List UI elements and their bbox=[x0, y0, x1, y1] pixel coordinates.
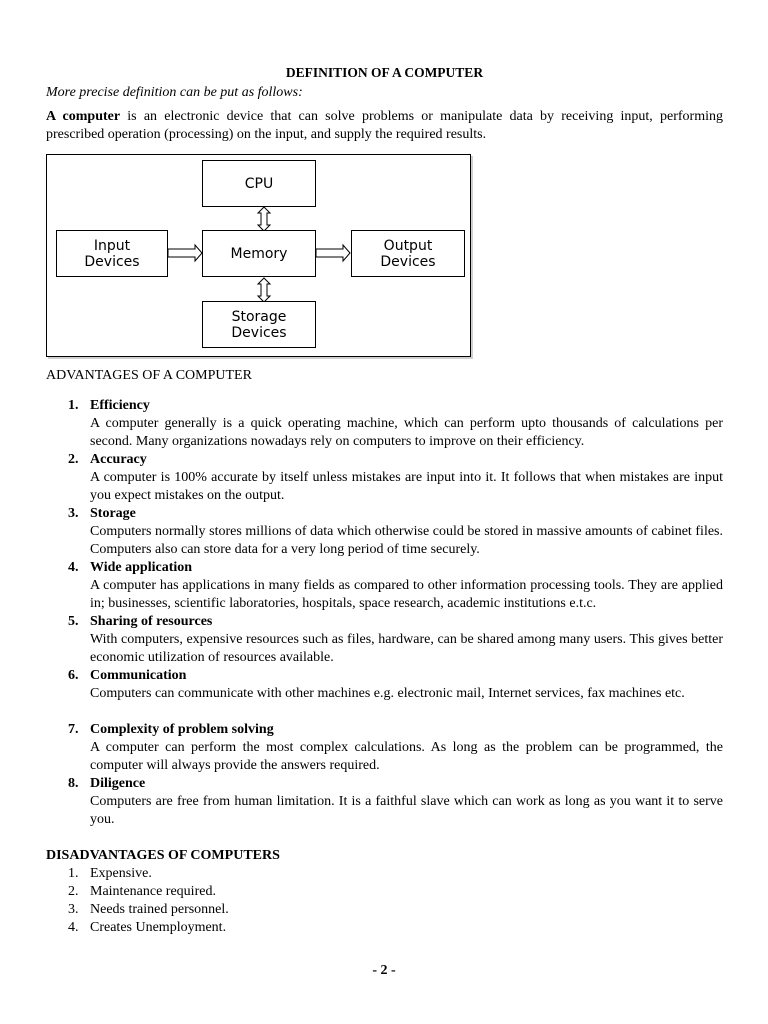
definition-paragraph bbox=[46, 108, 723, 144]
advantages-heading: ADVANTAGES OF A COMPUTER bbox=[46, 368, 252, 383]
document-title: DEFINITION OF A COMPUTER bbox=[285, 65, 484, 80]
list-item: 4. Creates Unemployment. bbox=[68, 920, 227, 935]
list-item: 4. Wide application A computer has applications in many fields as compared to other information processing tools. They are applied in; businesses, scientific laboratories, hospitals, space research, academic institutions e.t.c. bbox=[68, 560, 723, 611]
cpu-box: CPU bbox=[202, 160, 316, 207]
list-item: 7. Complexity of problem solving A computer can perform the most complex calculations. As long as the problem can be programmed, the computer will always provide the answers required. bbox=[68, 722, 723, 773]
storage-devices-box: Storage Devices bbox=[202, 301, 316, 348]
cpu-memory-double-arrow bbox=[258, 207, 270, 231]
list-item: 3. Needs trained personnel. bbox=[68, 902, 229, 917]
list-item: 2. Maintenance required. bbox=[68, 884, 216, 899]
memory-box: Memory bbox=[202, 230, 316, 277]
input-memory-arrow bbox=[168, 245, 202, 261]
definition-intro: More precise definition can be put as follows: bbox=[46, 85, 303, 100]
advantages-list bbox=[46, 397, 723, 829]
memory-output-arrow bbox=[316, 245, 350, 261]
input-devices-box: Input Devices bbox=[56, 230, 168, 277]
computer-block-diagram bbox=[46, 154, 471, 357]
output-devices-box: Output Devices bbox=[351, 230, 465, 277]
list-item: 6. Communication Computers can communicate with other machines e.g. electronic mail, Internet services, fax machines etc. bbox=[68, 668, 685, 701]
document-page bbox=[46, 64, 723, 937]
memory-storage-double-arrow bbox=[258, 278, 270, 302]
list-item: 8. Diligence Computers are free from human limitation. It is a faithful slave which can work as long as you want it to serve you. bbox=[68, 776, 723, 827]
page-number: - 2 - bbox=[372, 963, 396, 978]
definition-text: is an electronic device that can solve problems or manipulate data by receiving input, performing prescribed operation (processing) on the input, and supply the required results. bbox=[46, 109, 723, 142]
list-item: 1. Efficiency A computer generally is a quick operating machine, which can perform upto thousands of calculations per second. Many organizations nowadays rely on computers to improve on their efficiency. bbox=[68, 398, 723, 449]
disadvantages-list bbox=[46, 865, 723, 937]
disadvantages-heading: DISADVANTAGES OF COMPUTERS bbox=[46, 848, 280, 863]
list-item: 2. Accuracy A computer is 100% accurate by itself unless mistakes are input into it. It follows that when mistakes are input you expect mistakes on the output. bbox=[68, 452, 723, 503]
list-item: 1. Expensive. bbox=[68, 866, 152, 881]
list-item: 3. Storage Computers normally stores millions of data which otherwise could be stored in massive amounts of cabinet files. Computers also can store data for a very long period of time securely. bbox=[68, 506, 723, 557]
definition-term: A computer bbox=[46, 109, 121, 124]
list-item: 5. Sharing of resources With computers, expensive resources such as files, hardware, can be shared among many users. This gives better economic utilization of resources available. bbox=[68, 614, 723, 665]
